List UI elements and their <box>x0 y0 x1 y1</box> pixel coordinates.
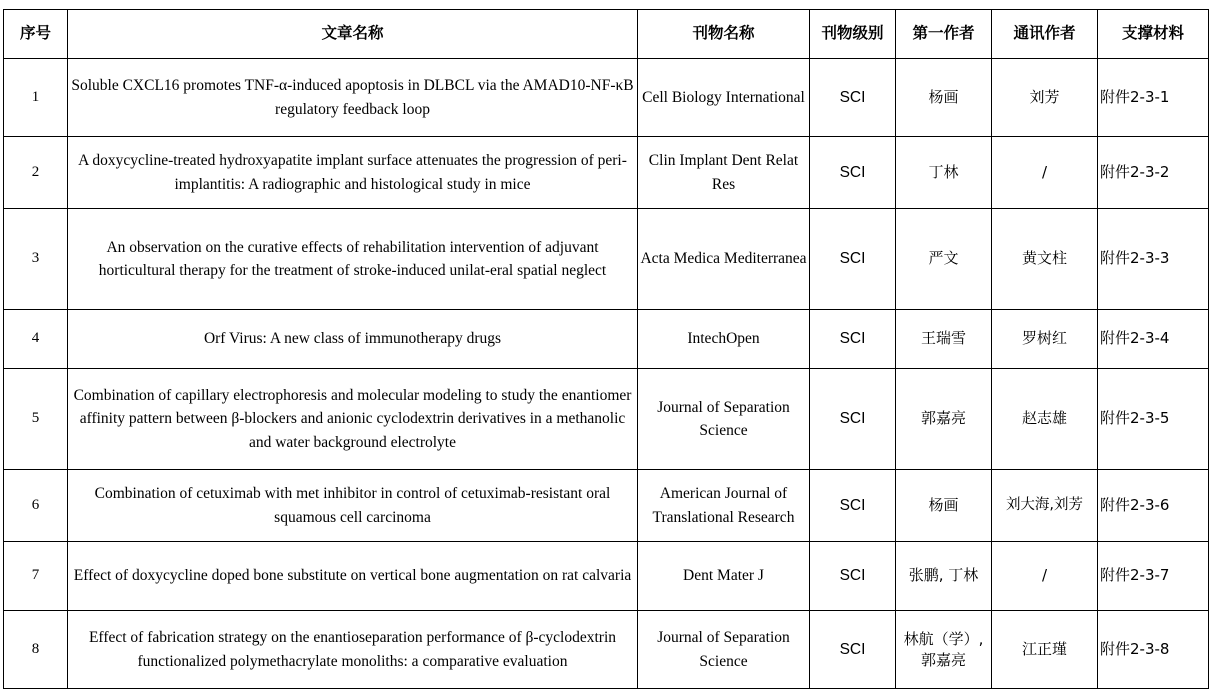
support-material: 附件2-3-1 <box>1098 59 1209 137</box>
header-journal: 刊物名称 <box>638 10 810 59</box>
header-corresponding-author: 通讯作者 <box>992 10 1098 59</box>
article-title: Combination of capillary electrophoresis and molecular modeling to study the enantiomer affinity pattern between β-blockers and anionic cyclodextrin derivatives in a methanolic and water background electrolyte <box>68 369 638 470</box>
table-row <box>4 310 1209 369</box>
row-index: 5 <box>4 369 68 470</box>
header-material: 支撑材料 <box>1098 10 1209 59</box>
first-author: 张鹏, 丁林 <box>896 542 992 611</box>
corresponding-author: / <box>992 542 1098 611</box>
journal-name: Clin Implant Dent Relat Res <box>638 137 810 209</box>
first-author: 严文 <box>896 209 992 310</box>
corresponding-author: 刘芳 <box>992 59 1098 137</box>
support-material: 附件2-3-5 <box>1098 369 1209 470</box>
article-title: Effect of doxycycline doped bone substitute on vertical bone augmentation on rat calvaria <box>68 542 638 611</box>
journal-level: SCI <box>810 310 896 369</box>
journal-level: SCI <box>810 59 896 137</box>
support-material: 附件2-3-8 <box>1098 611 1209 689</box>
journal-level: SCI <box>810 209 896 310</box>
corresponding-author: 罗树红 <box>992 310 1098 369</box>
row-index: 3 <box>4 209 68 310</box>
journal-name: American Journal of Translational Research <box>638 470 810 542</box>
header-first-author: 第一作者 <box>896 10 992 59</box>
corresponding-author: / <box>992 137 1098 209</box>
journal-level: SCI <box>810 137 896 209</box>
table-row <box>4 611 1209 689</box>
first-author: 丁林 <box>896 137 992 209</box>
support-material: 附件2-3-2 <box>1098 137 1209 209</box>
table-row <box>4 137 1209 209</box>
corresponding-author: 刘大海,刘芳 <box>992 470 1098 542</box>
table-row <box>4 470 1209 542</box>
table-row <box>4 209 1209 310</box>
support-material: 附件2-3-3 <box>1098 209 1209 310</box>
support-material: 附件2-3-4 <box>1098 310 1209 369</box>
first-author: 郭嘉亮 <box>896 369 992 470</box>
first-author: 林航（学）,郭嘉亮 <box>896 611 992 689</box>
journal-name: Cell Biology International <box>638 59 810 137</box>
journal-level: SCI <box>810 470 896 542</box>
article-title: Orf Virus: A new class of immunotherapy drugs <box>68 310 638 369</box>
support-material: 附件2-3-7 <box>1098 542 1209 611</box>
table-row <box>4 542 1209 611</box>
journal-level: SCI <box>810 542 896 611</box>
table-row <box>4 59 1209 137</box>
journal-name: Journal of Separation Science <box>638 369 810 470</box>
row-index: 4 <box>4 310 68 369</box>
article-title: An observation on the curative effects of rehabilitation intervention of adjuvant horticultural therapy for the treatment of stroke-induced unilat-eral spatial neglect <box>68 209 638 310</box>
table-row <box>4 369 1209 470</box>
article-title: Effect of fabrication strategy on the enantioseparation performance of β-cyclodextrin functionalized polymethacrylate monoliths: a comparative evaluation <box>68 611 638 689</box>
corresponding-author: 黄文柱 <box>992 209 1098 310</box>
row-index: 7 <box>4 542 68 611</box>
publication-table <box>3 9 1209 689</box>
header-level: 刊物级别 <box>810 10 896 59</box>
corresponding-author: 赵志雄 <box>992 369 1098 470</box>
article-title: Combination of cetuximab with met inhibitor in control of cetuximab-resistant oral squamous cell carcinoma <box>68 470 638 542</box>
first-author: 杨画 <box>896 470 992 542</box>
row-index: 6 <box>4 470 68 542</box>
row-index: 1 <box>4 59 68 137</box>
article-title: Soluble CXCL16 promotes TNF-α-induced apoptosis in DLBCL via the AMAD10-NF-κB regulatory feedback loop <box>68 59 638 137</box>
first-author: 王瑞雪 <box>896 310 992 369</box>
journal-name: Acta Medica Mediterranea <box>638 209 810 310</box>
first-author: 杨画 <box>896 59 992 137</box>
header-index: 序号 <box>4 10 68 59</box>
journal-name: IntechOpen <box>638 310 810 369</box>
header-row <box>4 10 1209 59</box>
journal-name: Dent Mater J <box>638 542 810 611</box>
row-index: 8 <box>4 611 68 689</box>
article-title: A doxycycline-treated hydroxyapatite implant surface attenuates the progression of peri-implantitis: A radiographic and histological study in mice <box>68 137 638 209</box>
corresponding-author: 江正瑾 <box>992 611 1098 689</box>
journal-level: SCI <box>810 611 896 689</box>
row-index: 2 <box>4 137 68 209</box>
journal-level: SCI <box>810 369 896 470</box>
header-title: 文章名称 <box>68 10 638 59</box>
journal-name: Journal of Separation Science <box>638 611 810 689</box>
support-material: 附件2-3-6 <box>1098 470 1209 542</box>
